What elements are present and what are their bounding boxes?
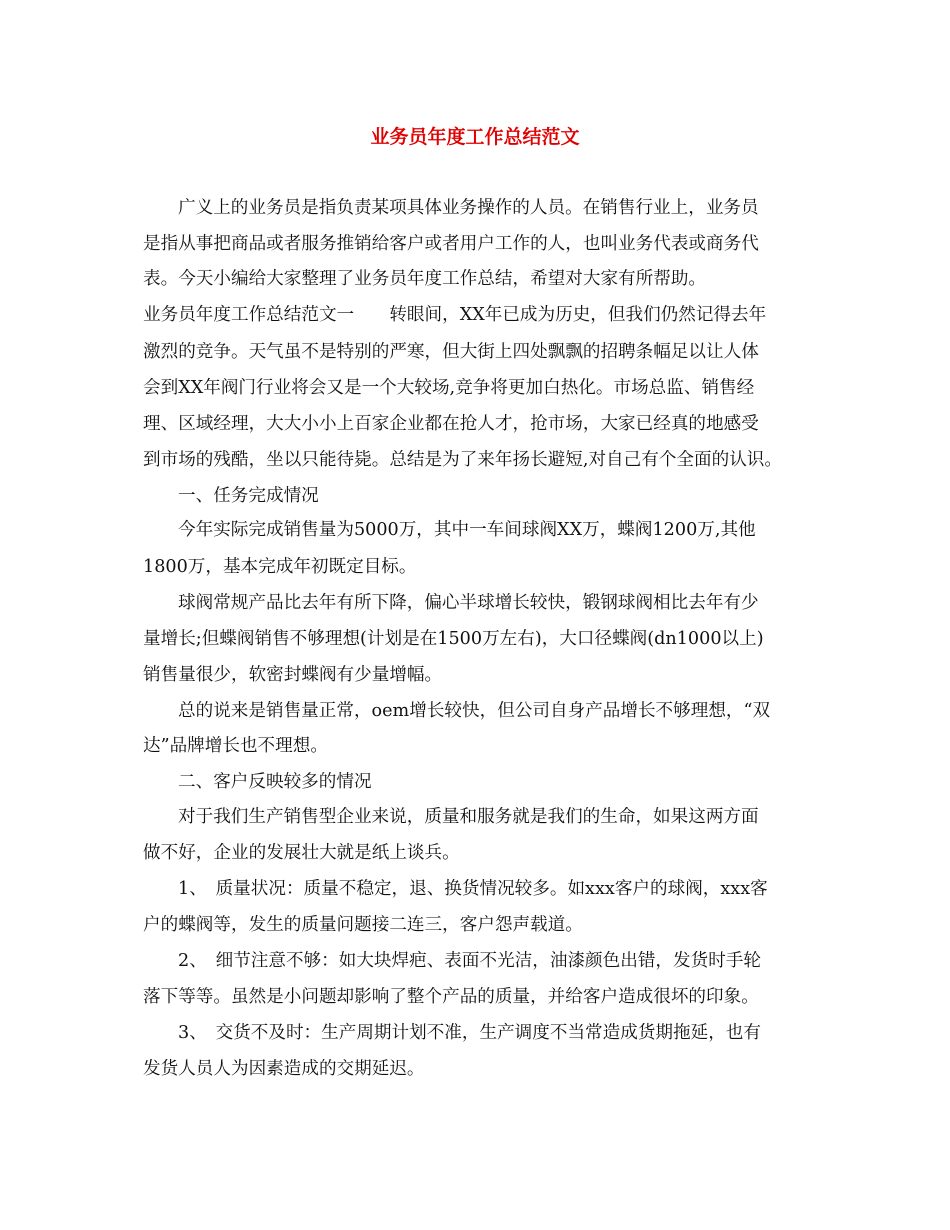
body-line-12: 球阀常规产品比去年有所下降，偏心半球增长较快，锻钢球阀相比去年有少 xyxy=(178,593,759,613)
body-line-11: 1800万，基本完成年初既定目标。 xyxy=(143,557,417,577)
body-line-21: 户的蝶阀等，发生的质量问题接二连三，客户怨声载道。 xyxy=(143,915,583,935)
section-heading-1: 一、任务完成情况 xyxy=(178,486,319,506)
body-line-5: 激烈的竞争。天气虽不是特别的严寒，但大街上四处飘飘的招聘条幅足以让人体 xyxy=(143,342,759,362)
body-line-14: 销售量很少，软密封蝶阀有少量增幅。 xyxy=(143,665,443,685)
body-line-1: 广义上的业务员是指负责某项具体业务操作的人员。在销售行业上，业务员 xyxy=(178,198,759,218)
body-line-24: 3、 交货不及时：生产周期计划不准，生产调度不当常造成货期拖延，也有 xyxy=(178,1023,761,1043)
body-line-18: 对于我们生产销售型企业来说，质量和服务就是我们的生命，如果这两方面 xyxy=(178,807,759,827)
body-line-13: 量增长;但蝶阀销售不够理想(计划是在1500万左右)，大口径蝶阀(dn1000以上) xyxy=(143,629,764,649)
body-line-20: 1、 质量状况：质量不稳定，退、换货情况较多。如xxx客户的球阀，xxx客 xyxy=(178,879,768,899)
body-line-7: 理、区域经理，大大小小上百家企业都在抢人才，抢市场，大家已经真的地感受 xyxy=(143,414,759,434)
body-line-19: 做不好，企业的发展壮大就是纸上谈兵。 xyxy=(143,843,460,863)
body-line-16: 达”品牌增长也不理想。 xyxy=(143,736,328,756)
section-heading-2: 二、客户反映较多的情况 xyxy=(178,772,372,792)
body-line-8: 到市场的残酷，坐以只能待毙。总结是为了来年扬长避短,对自己有个全面的认识。 xyxy=(143,450,782,470)
body-line-10: 今年实际完成销售量为5000万，其中一车间球阀XX万，蝶阀1200万,其他 xyxy=(178,520,756,540)
body-line-4: 业务员年度工作总结范文一 转眼间，XX年已成为历史，但我们仍然记得去年 xyxy=(143,305,767,325)
body-line-23: 落下等等。虽然是小问题却影响了整个产品的质量，并给客户造成很坏的印象。 xyxy=(143,987,759,1007)
body-line-22: 2、 细节注意不够：如大块焊疤、表面不光洁，油漆颜色出错，发货时手轮 xyxy=(178,951,761,971)
body-line-6: 会到XX年阀门行业将会又是一个大较场,竞争将更加白热化。市场总监、销售经 xyxy=(143,378,755,398)
body-line-3: 表。今天小编给大家整理了业务员年度工作总结，希望对大家有所帮助。 xyxy=(143,269,707,289)
body-line-25: 发货人员人为因素造成的交期延迟。 xyxy=(143,1059,425,1079)
body-line-15: 总的说来是销售量正常，oem增长较快，但公司自身产品增长不够理想，“双 xyxy=(178,701,771,721)
document-title: 业务员年度工作总结范文 xyxy=(370,126,580,148)
body-line-2: 是指从事把商品或者服务推销给客户或者用户工作的人，也叫业务代表或商务代 xyxy=(143,234,759,254)
